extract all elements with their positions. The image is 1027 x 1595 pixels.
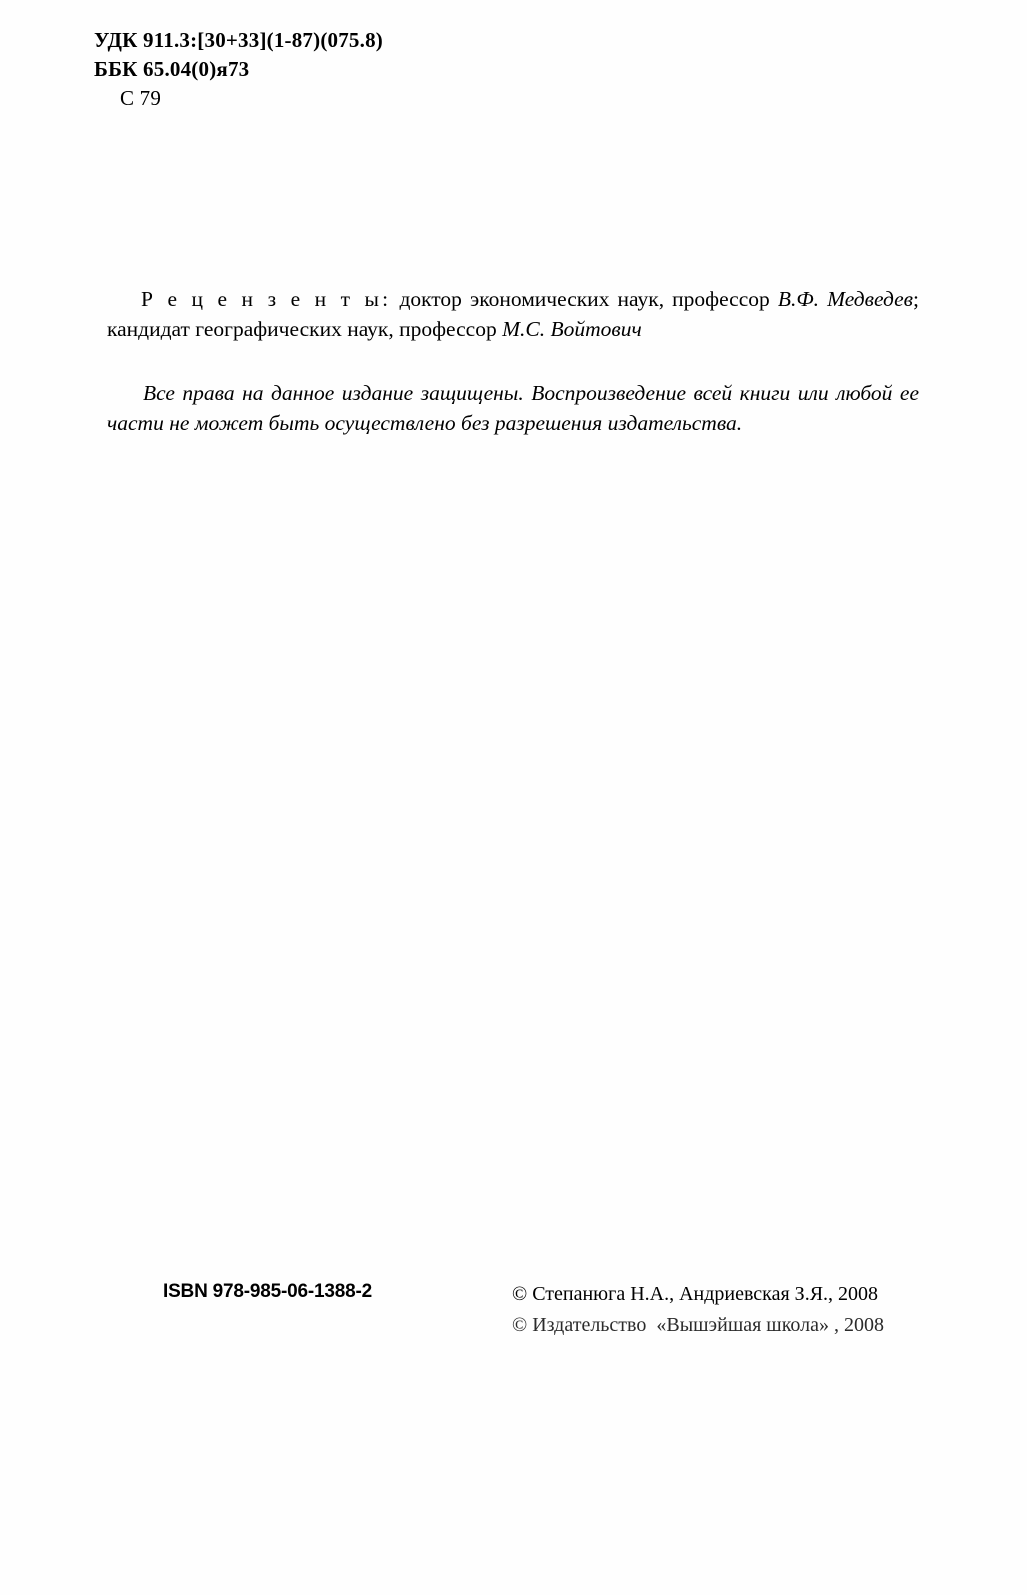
copyright-authors: © Степанюга Н.А., Андриевская З.Я., 2008: [512, 1283, 879, 1305]
shelf-code: С 79: [120, 86, 162, 110]
udk-code: УДК 911.3:[30+33](1-87)(075.8): [94, 28, 383, 52]
rights-notice: Все права на данное издание защищены. Воспроизведение всей книги или любой ее части не может быть осуществлено без разрешения издательства.: [107, 380, 919, 435]
isbn-number: ISBN 978-985-06-1388-2: [163, 1281, 372, 1302]
reviewer-name-2: М.С. Войтович: [502, 316, 642, 341]
reviewers-label: Р е ц е н з е н т ы:: [141, 286, 392, 311]
copyright-publisher: © Издательство «Вышэйшая школа» , 2008: [512, 1314, 884, 1336]
reviewers-text-1: доктор экономических наук, профессор: [391, 286, 778, 311]
page-footer: [0, 1281, 1027, 1361]
reviewer-name-1: В.Ф. Медведев: [777, 286, 913, 311]
bbk-code: ББК 65.04(0)я73: [94, 57, 250, 81]
copyright-block: [512, 1279, 884, 1341]
classification-codes: [94, 26, 383, 113]
reviewers-paragraph: [107, 284, 919, 344]
reviewers-text-2: ; кандидат географических наук, профессор: [107, 286, 919, 341]
